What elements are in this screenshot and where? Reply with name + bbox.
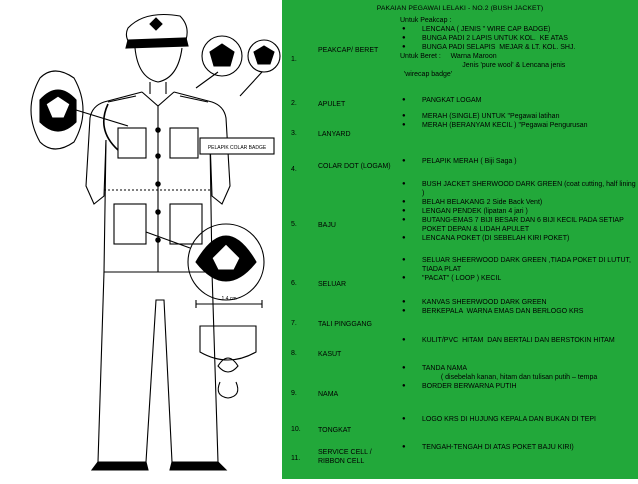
row-item: LANYARD bbox=[318, 131, 351, 138]
row-number: 3. bbox=[291, 130, 297, 137]
text-line: ( disebelah kanan, hitam dan tulisan putih – tempa bbox=[400, 374, 598, 381]
row-number: 5. bbox=[291, 221, 297, 228]
row-number: 1. bbox=[291, 56, 297, 63]
row-number: 11. bbox=[291, 455, 301, 462]
bullet-line: ● "PACAT" ( LOOP ) KECIL bbox=[400, 274, 636, 283]
row-number: 2. bbox=[291, 100, 297, 107]
row-item: COLAR DOT (LOGAM) bbox=[318, 163, 391, 170]
row-item: APULET bbox=[318, 101, 346, 108]
row-number: 7. bbox=[291, 320, 297, 327]
bullet-line: ● BUSH JACKET SHERWOOD DARK GREEN (coat cutting, half lining ) bbox=[400, 180, 636, 198]
row-description bbox=[400, 96, 636, 105]
row-description bbox=[400, 298, 636, 316]
row-description bbox=[400, 364, 636, 391]
row-item: SERVICE CELL / RIBBON CELL bbox=[318, 449, 372, 465]
row-item: SELUAR bbox=[318, 281, 347, 288]
row-item: NAMA bbox=[318, 391, 339, 398]
row-number: 9. bbox=[291, 390, 297, 397]
row-description bbox=[400, 157, 636, 166]
row-item: TONGKAT bbox=[318, 427, 352, 434]
ruler-label: 1.4 cm bbox=[221, 296, 237, 302]
bullet-line: ● BUTANG-EMAS 7 BIJI BESAR DAN 6 BIJI KECIL PADA SETIAP POKET DEPAN & LIDAH APULET bbox=[400, 216, 636, 234]
row-description bbox=[400, 443, 636, 452]
row-description bbox=[400, 256, 636, 283]
row-description bbox=[400, 415, 636, 424]
bullet-line: ● TANDA NAMA bbox=[400, 364, 636, 373]
row-number: 4. bbox=[291, 166, 297, 173]
page-title: PAKAIAN PEGAWAI LELAKI - NO.2 (BUSH JACKET) bbox=[376, 5, 544, 12]
specification-panel bbox=[282, 0, 638, 479]
bullet-line: ● MERAH (BERANYAM KECIL ) "Pegawai Pengurusan bbox=[400, 121, 636, 130]
row-description bbox=[400, 336, 636, 345]
bullet-line: ● BUNGA PADI SELAPIS MEJAR & LT. KOL. SHJ. bbox=[400, 43, 636, 52]
row-number: 8. bbox=[291, 350, 297, 357]
bullet-line: ● LENGAN PENDEK (lipatan 4 jari ) bbox=[400, 207, 636, 216]
row-description bbox=[400, 180, 636, 243]
row-number: 6. bbox=[291, 280, 297, 287]
row-item: TALI PINGGANG bbox=[318, 321, 372, 328]
bullet-line: ● SELUAR SHEERWOOD DARK GREEN ,TIADA POKET DI LUTUT, TIADA PLAT bbox=[400, 256, 636, 274]
bullet-line: ● LENCANA POKET (DI SEBELAH KIRI POKET) bbox=[400, 234, 636, 243]
bullet-line: ● LENCANA ( JENIS " WIRE CAP BADGE) bbox=[400, 25, 636, 34]
bullet-line: ● LOGO KRS DI HUJUNG KEPALA DAN BUKAN DI TEPI bbox=[400, 415, 636, 424]
row-item: KASUT bbox=[318, 351, 342, 358]
uniform-illustration bbox=[0, 0, 282, 479]
bullet-line: ● MERAH (SINGLE) UNTUK "Pegawai latihan bbox=[400, 112, 636, 121]
bullet-line: ● BERKEPALA WARNA EMAS DAN BERLOGO KRS bbox=[400, 307, 636, 316]
row-item: PEAKCAP/ BERET bbox=[318, 47, 379, 54]
bullet-line: ● KANVAS SHEERWOOD DARK GREEN bbox=[400, 298, 636, 307]
row-description bbox=[400, 112, 636, 130]
bullet-line: ● PANGKAT LOGAM bbox=[400, 96, 636, 105]
text-line: Untuk Beret : Warna Maroon bbox=[400, 53, 497, 60]
bullet-line: ● BUNGA PADI 2 LAPIS UNTUK KOL. KE ATAS bbox=[400, 34, 636, 43]
bullet-line: ● KULIT/PVC HITAM DAN BERTALI DAN BERSTOKIN HITAM bbox=[400, 336, 636, 345]
text-line: Untuk Peakcap : bbox=[400, 17, 452, 24]
uniform-drawing bbox=[0, 0, 282, 479]
text-line: 'wirecap badge' bbox=[400, 71, 453, 78]
row-item: BAJU bbox=[318, 222, 336, 229]
bullet-line: ● PELAPIK MERAH ( Biji Saga ) bbox=[400, 157, 636, 166]
row-description bbox=[400, 16, 636, 79]
bullet-line: ● TENGAH-TENGAH DI ATAS POKET BAJU KIRI) bbox=[400, 443, 636, 452]
row-number: 10. bbox=[291, 426, 301, 433]
text-line: Jenis 'pure wool' & Lencana jenis bbox=[400, 62, 566, 69]
badge-label: PELAPIK COLAR BADGE bbox=[207, 145, 267, 151]
bullet-line: ● BELAH BELAKANG 2 Side Back Vent) bbox=[400, 198, 636, 207]
bullet-line: ● BORDER BERWARNA PUTIH bbox=[400, 382, 636, 391]
